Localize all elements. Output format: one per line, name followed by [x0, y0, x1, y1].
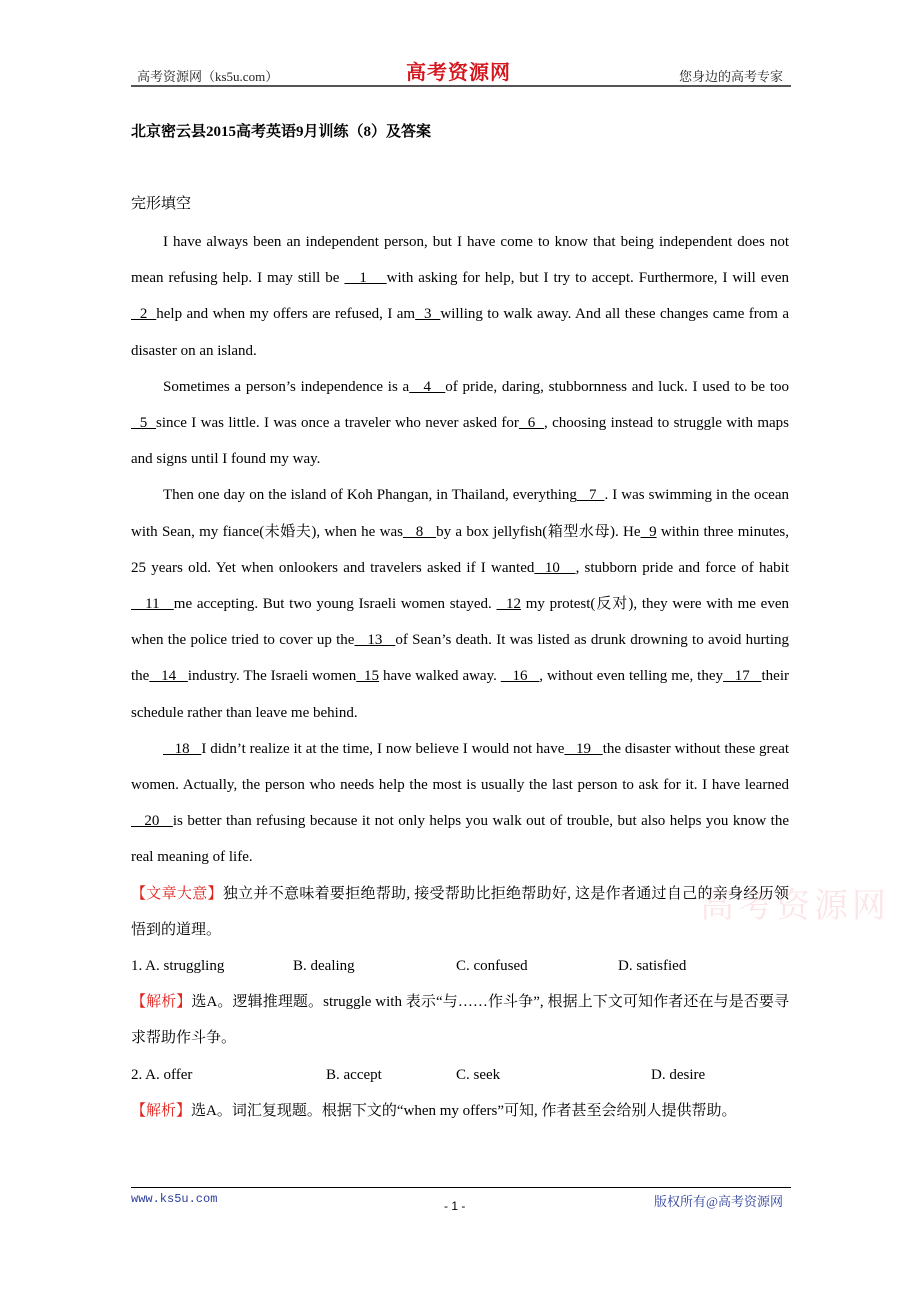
- blank-13: 13: [354, 632, 396, 649]
- text: by a box jellyfish(箱型水母). He: [436, 523, 641, 540]
- blank-7: 7: [576, 487, 605, 504]
- header-logo: 高考资源网: [406, 60, 511, 84]
- question-1-analysis: [131, 984, 789, 1056]
- blank-15: 15: [356, 668, 380, 685]
- summary-tag: 【文章大意】: [131, 885, 223, 902]
- analysis-text: 选A。逻辑推理题。struggle with 表示“与……作斗争”, 根据上下文可知作者还在与是否要寻求帮助作斗争。: [131, 994, 789, 1047]
- watermark: 高考资源网: [700, 886, 890, 926]
- footer-copyright: 版权所有@高考资源网: [654, 1194, 783, 1209]
- question-2-analysis: [131, 1093, 789, 1129]
- text: with asking for help, but I try to accept. Furthermore, I will even: [386, 270, 790, 287]
- text: is better than refusing because it not only helps you walk out of trouble, but also helps you know the real meaning of life.: [131, 813, 790, 866]
- blank-14: 14: [149, 668, 188, 685]
- text: my protest(反对), they were with me even when the police tried to cover up the: [131, 596, 789, 649]
- text: willing to walk away. And all these changes came from a disaster on an island.: [131, 306, 790, 359]
- blank-5: 5: [131, 415, 157, 432]
- question-1-options: [131, 948, 789, 984]
- q1-option-a: 1. A. struggling: [131, 958, 225, 975]
- text: , stubborn pride and force of habit: [575, 559, 790, 576]
- text: , choosing instead to struggle with maps and signs until I found my way.: [131, 415, 790, 468]
- text: I have always been an independent person, but I have come to know that being independent does not mean refusing help. I may still be: [131, 234, 789, 287]
- blank-19: 19: [564, 740, 603, 757]
- blank-9: 9: [640, 523, 657, 540]
- text: , without even telling me, they: [539, 668, 724, 685]
- q2-option-a: 2. A. offer: [131, 1066, 193, 1083]
- header-site-name: 高考资源网（ks5u.com）: [137, 69, 279, 84]
- q2-option-d: D. desire: [651, 1066, 706, 1083]
- text: I didn’t realize it at the time, I now believe I would not have: [201, 740, 565, 757]
- analysis-tag: 【解析】: [131, 994, 192, 1011]
- blank-17: 17: [723, 668, 762, 685]
- summary-text: 独立并不意味着要拒绝帮助, 接受帮助比拒绝帮助好, 这是作者通过自己的亲身经历领悟到的道理。: [131, 885, 789, 938]
- analysis-text: 选A。词汇复现题。根据下文的“when my offers”可知, 作者甚至会给别人提供帮助。: [191, 1102, 737, 1119]
- passage-paragraph-1: [131, 224, 789, 369]
- text: . I was swimming in the ocean with Sean, my fiance(未婚夫), when he was: [131, 487, 789, 540]
- text: their schedule rather than leave me behind.: [131, 668, 790, 721]
- blank-8: 8: [402, 523, 437, 540]
- text: of Sean’s death. It was listed as drunk drowning to avoid hurting the: [131, 632, 790, 685]
- passage-paragraph-4: [131, 731, 789, 876]
- blank-12: 12: [496, 596, 521, 613]
- text: me accepting. But two young Israeli women stayed.: [173, 596, 497, 613]
- text: industry. The Israeli women: [187, 668, 357, 685]
- q2-option-c: C. seek: [456, 1066, 501, 1083]
- q1-option-c: C. confused: [456, 958, 528, 975]
- header-divider: [131, 85, 791, 87]
- text: have walked away.: [379, 668, 501, 685]
- text: Then one day on the island of Koh Phangan, in Thailand, everything: [163, 487, 577, 504]
- blank-6: 6: [518, 415, 544, 432]
- document-title: 北京密云县2015高考英语9月训练（8）及答案: [131, 124, 432, 140]
- page-header: [131, 56, 791, 86]
- footer-site-link[interactable]: www.ks5u.com: [131, 1192, 218, 1206]
- q1-option-d: D. satisfied: [618, 958, 687, 975]
- blank-1: 1: [344, 270, 387, 287]
- q1-option-b: B. dealing: [293, 958, 355, 975]
- blank-3: 3: [415, 306, 441, 323]
- blank-2: 2: [131, 306, 157, 323]
- blank-10: 10: [534, 559, 576, 576]
- header-slogan: 您身边的高考专家: [678, 69, 783, 84]
- text: the disaster without these great women. Actually, the person who needs help the most is usually the last person to ask for it. I have learned: [131, 740, 790, 794]
- passage-paragraph-2: [131, 369, 789, 478]
- text: help and when my offers are refused, I am: [156, 306, 416, 323]
- summary: [131, 876, 789, 948]
- text: Sometimes a person’s independence is a: [163, 378, 410, 395]
- text: within three minutes, 25 years old. Yet when onlookers and travelers asked if I wanted: [131, 523, 789, 576]
- blank-18: 18: [163, 740, 202, 757]
- blank-4: 4: [409, 378, 446, 395]
- footer-divider: [131, 1187, 791, 1188]
- document-body: [131, 224, 789, 1129]
- page-number: - 1 -: [444, 1199, 466, 1213]
- text: since I was little. I was once a traveler who never asked for: [156, 415, 519, 432]
- blank-16: 16: [500, 668, 540, 685]
- blank-11: 11: [131, 596, 174, 613]
- text: of pride, daring, stubbornness and luck. I used to be too: [445, 378, 790, 395]
- analysis-tag: 【解析】: [131, 1102, 192, 1119]
- q2-option-b: B. accept: [326, 1066, 382, 1083]
- question-2-options: [131, 1057, 789, 1093]
- blank-20: 20: [131, 813, 173, 830]
- passage-paragraph-3: [131, 477, 789, 730]
- section-title: 完形填空: [131, 196, 192, 212]
